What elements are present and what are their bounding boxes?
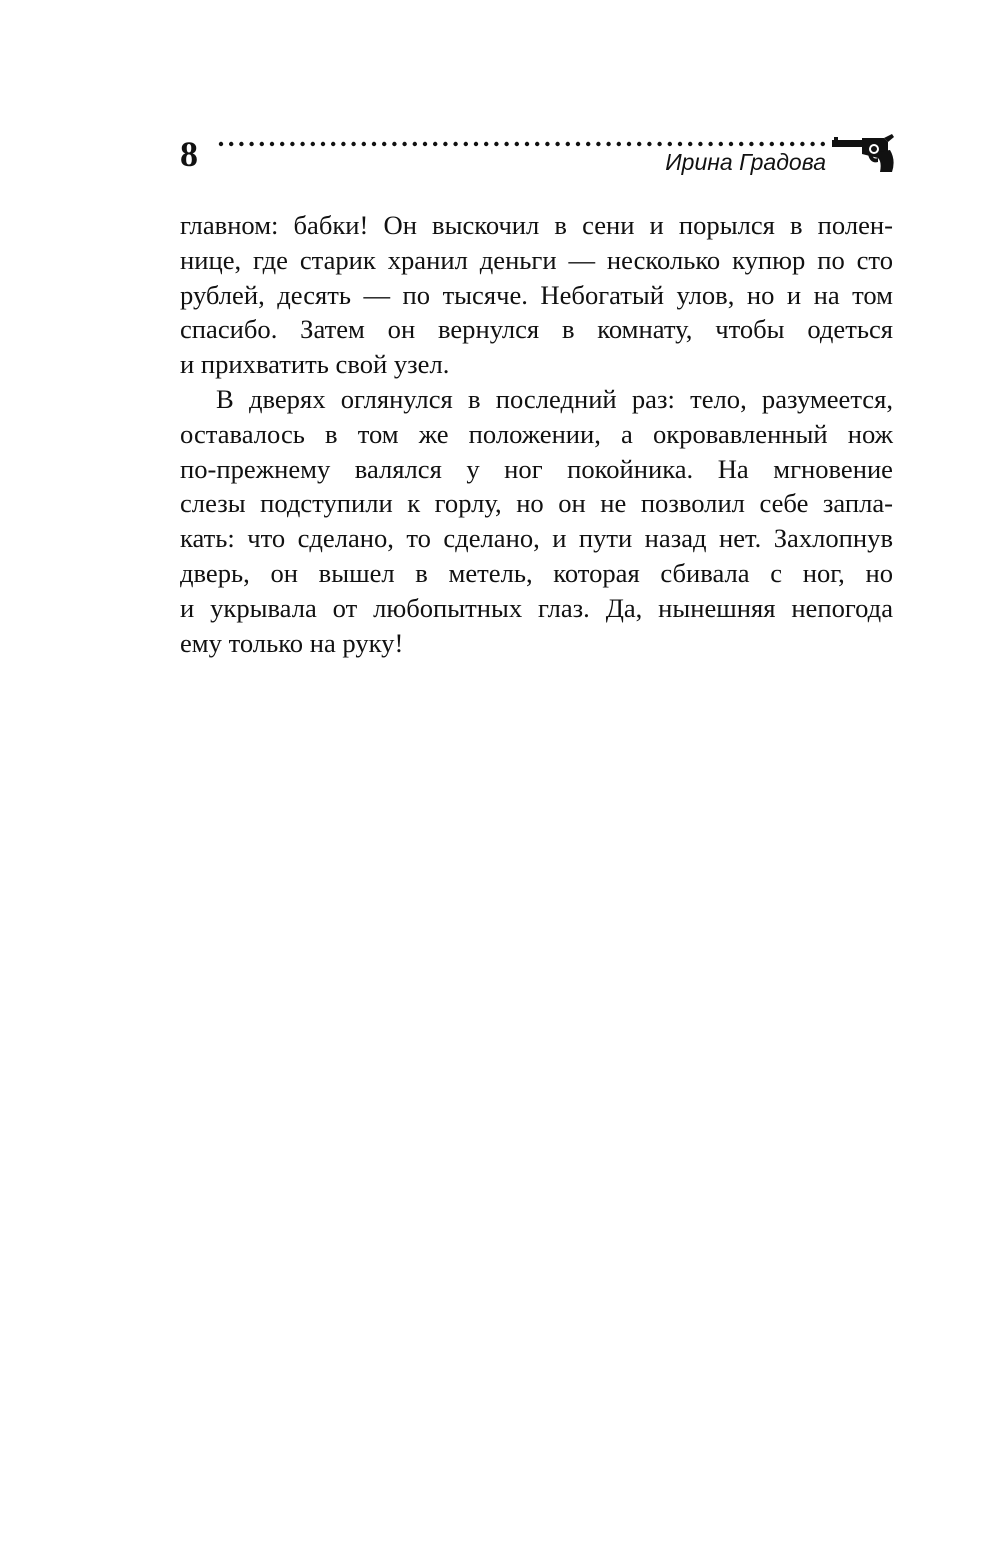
author-name: Ирина Градова	[665, 149, 826, 175]
leader-dot	[300, 142, 304, 146]
leader-dot	[341, 142, 345, 146]
leader-dot	[545, 142, 549, 146]
leader-dot	[382, 142, 386, 146]
leader-dot	[249, 142, 253, 146]
text-line: оставалось в том же положении, а окровавленный нож	[180, 418, 893, 449]
text-line: нице, где старик хранил деньги — несколько купюр по сто	[180, 244, 893, 275]
leader-dot	[647, 142, 651, 146]
leader-dot	[362, 142, 366, 146]
leader-dot	[821, 142, 825, 146]
leader-dot	[688, 142, 692, 146]
leader-dot	[239, 142, 243, 146]
text-line: слезы подступили к горлу, но он не позволил себе запла-	[180, 488, 893, 519]
running-head	[180, 128, 896, 178]
text-line: и прихватить свой узел.	[180, 349, 450, 380]
page-number: 8	[180, 134, 198, 174]
leader-dot	[576, 142, 580, 146]
text-line: рублей, десять — по тысяче. Небогатый улов, но и на том	[180, 279, 893, 310]
leader-dot	[627, 142, 631, 146]
leader-dot	[484, 142, 488, 146]
leader-dot	[372, 142, 376, 146]
leader-dot	[790, 142, 794, 146]
text-line: ему только на руку!	[180, 627, 404, 658]
text-line: и укрывала от любопытных глаз. Да, нынешняя непогода	[180, 592, 893, 623]
leader-dot	[535, 142, 539, 146]
text-line: кать: что сделано, то сделано, и пути назад нет. Захлопнув	[180, 523, 893, 554]
leader-dot	[770, 142, 774, 146]
leader-dot	[474, 142, 478, 146]
leader-dot	[229, 142, 233, 146]
leader-dot	[657, 142, 661, 146]
leader-dot	[810, 142, 814, 146]
leader-dot	[464, 142, 468, 146]
leader-dot	[402, 142, 406, 146]
text-line: спасибо. Затем он вернулся в комнату, чтобы одеться	[180, 314, 893, 345]
text-line: В дверях оглянулся в последний раз: тело, разумеется,	[216, 383, 893, 414]
leader-dot	[617, 142, 621, 146]
leader-dot	[321, 142, 325, 146]
text-line: дверь, он вышел в метель, которая сбивала с ног, но	[180, 557, 893, 588]
leader-dot	[739, 142, 743, 146]
leader-dot	[219, 142, 223, 146]
leader-dot	[729, 142, 733, 146]
text-line: главном: бабки! Он выскочил в сени и порылся в полен-	[180, 210, 893, 240]
leader-dot	[331, 142, 335, 146]
leader-dot	[423, 142, 427, 146]
leader-dot	[780, 142, 784, 146]
leader-dot	[311, 142, 315, 146]
paragraph-2	[180, 382, 893, 660]
leader-dot	[586, 142, 590, 146]
leader-dot	[637, 142, 641, 146]
leader-dot	[260, 142, 264, 146]
leader-dot	[708, 142, 712, 146]
leader-dot	[668, 142, 672, 146]
leader-dot	[433, 142, 437, 146]
leader-dot	[698, 142, 702, 146]
leader-dot	[719, 142, 723, 146]
leader-dot	[280, 142, 284, 146]
leader-dot	[566, 142, 570, 146]
leader-dot	[596, 142, 600, 146]
leader-dot	[504, 142, 508, 146]
leader-dot	[749, 142, 753, 146]
paragraph-1	[180, 208, 893, 382]
leader-dot	[290, 142, 294, 146]
leader-dot	[606, 142, 610, 146]
leader-dot	[555, 142, 559, 146]
leader-dot	[800, 142, 804, 146]
leader-dot	[759, 142, 763, 146]
body-text	[180, 208, 893, 660]
leader-dot	[494, 142, 498, 146]
leader-dot	[413, 142, 417, 146]
leader-dot	[351, 142, 355, 146]
revolver-icon	[832, 134, 896, 174]
leader-dot	[270, 142, 274, 146]
leader-dot	[453, 142, 457, 146]
leader-dot	[525, 142, 529, 146]
leader-dot	[392, 142, 396, 146]
dot-leader	[218, 140, 830, 148]
leader-dot	[443, 142, 447, 146]
leader-dot	[515, 142, 519, 146]
text-line: по-прежнему валялся у ног покойника. На мгновение	[180, 453, 893, 484]
leader-dot	[678, 142, 682, 146]
